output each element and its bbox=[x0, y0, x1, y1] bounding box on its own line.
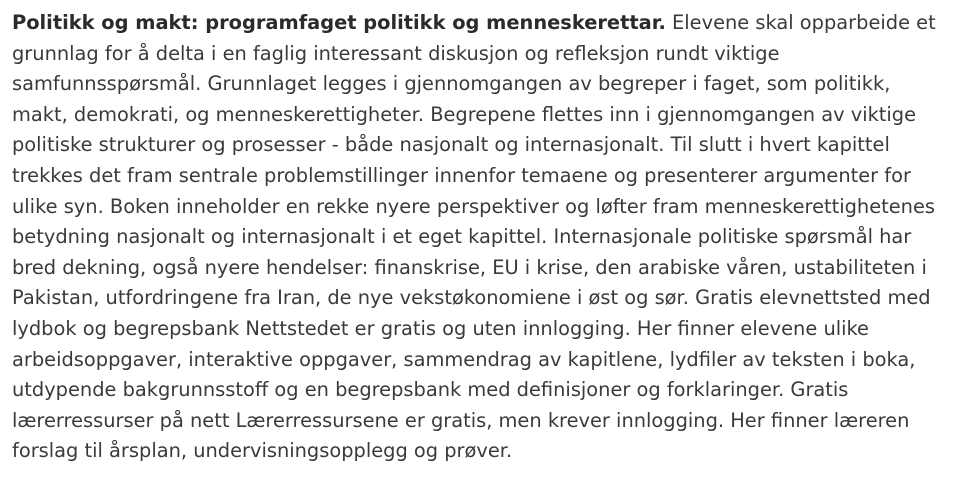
product-description bbox=[12, 8, 948, 467]
description-title: Politikk og makt: programfaget politikk og menneskerettar. bbox=[12, 11, 666, 34]
description-body: Elevene skal opparbeide et grunnlag for å delta i en faglig interessant diskusjon og refleksjon rundt viktige samfunnsspørsmål. Grunnlaget legges i gjennomgangen av begreper i faget, som politikk, makt, demokrati, og menneskerettigheter. Begrepene flettes inn i gjennomgangen av viktige politiske strukturer og prosesser - både nasjonalt og internasjonalt. Til slutt i hvert kapittel trekkes det fram sentrale problemstillinger innenfor temaene og presenterer argumenter for ulike syn. Boken inneholder en rekke nyere perspektiver og løfter fram menneskerettighetenes betydning nasjonalt og internasjonalt i et eget kapittel. Internasjonale politiske spørsmål har bred dekning, også nyere hendelser: finanskrise, EU i krise, den arabiske våren, ustabiliteten i Pakistan, utfordringene fra Iran, de nye vekstøkonomiene i øst og sør. Gratis elevnettsted med lydbok og begrepsbank Nettstedet er gratis og uten innlogging. Her finner elevene ulike arbeidsoppgaver, interaktive oppgaver, sammendrag av kapitlene, lydfiler av teksten i boka, utdypende bakgrunnsstoff og en begrepsbank med definisjoner og forklaringer. Gratis lærerressurser på nett Lærerressursene er gratis, men krever innlogging. Her finner læreren forslag til årsplan, undervisningsopplegg og prøver. bbox=[12, 11, 936, 463]
